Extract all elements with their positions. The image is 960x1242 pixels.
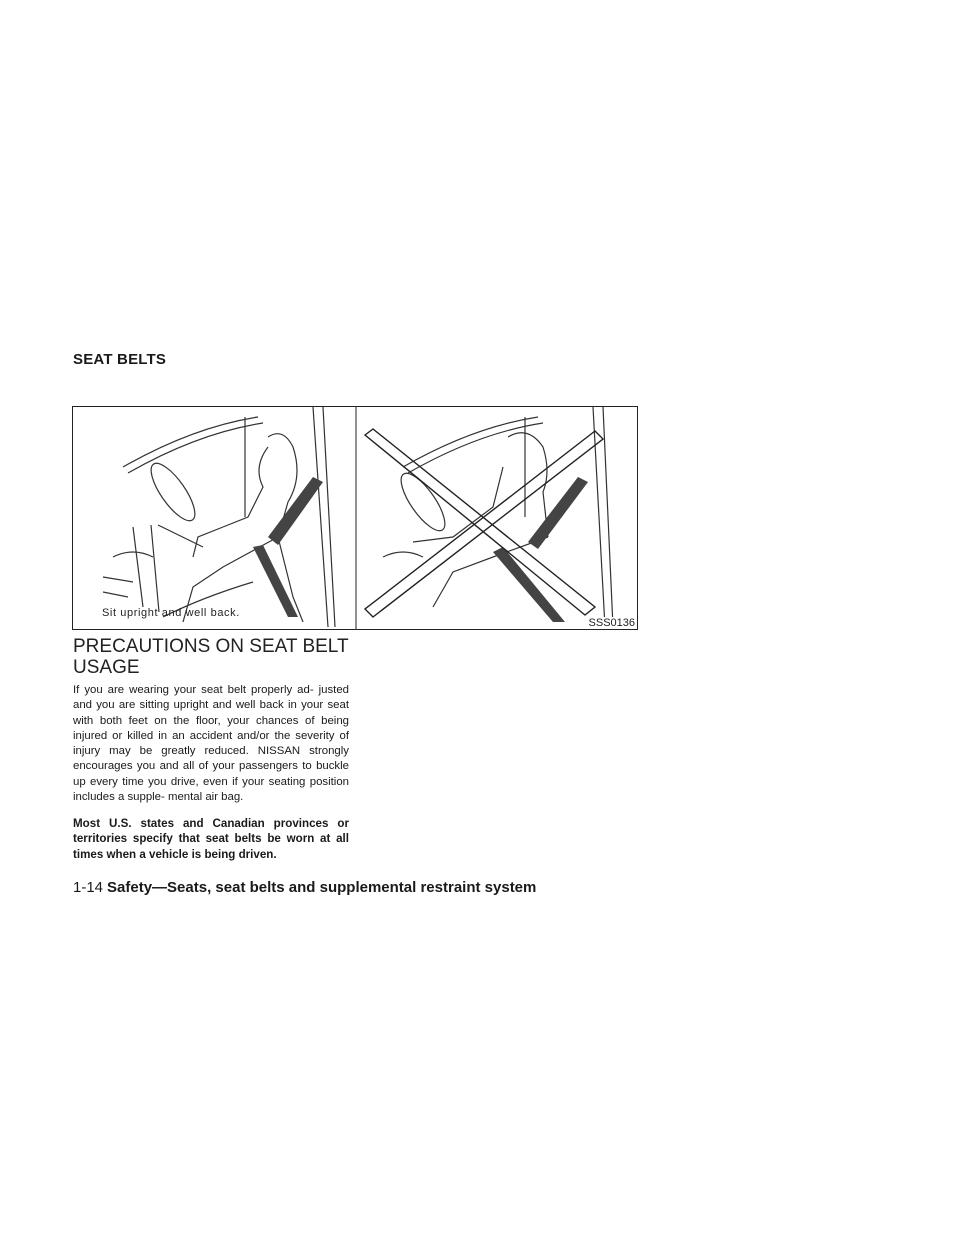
figure-caption: Sit upright and well back. [102,607,240,619]
body-paragraph: If you are wearing your seat belt properly ad- justed and you are sitting upright and well back in your seat with both feet on the floor, your chances of being injured or killed in an accident and/or the severity of injury may be greatly reduced. NISSAN strongly encourages you and all of your passengers to buckle up every time you drive, even if your seating position includes a supple- mental air bag. [73,684,349,804]
seat-belt-illustration [72,406,638,630]
emphasis-paragraph: Most U.S. states and Canadian provinces or territories specify that seat belts be worn at all times when a vehicle is being driven. [73,817,349,861]
section-title: SEAT BELTS [73,351,167,368]
illustration-drawing [73,407,638,630]
page-footer [73,879,536,896]
page-heading: PRECAUTIONS ON SEAT BELT USAGE [73,636,349,678]
chapter-title: Safety—Seats, seat belts and supplemental restraint system [107,879,537,896]
figure-code: SSS0136 [588,617,635,629]
page-number: 1-14 [73,879,104,896]
